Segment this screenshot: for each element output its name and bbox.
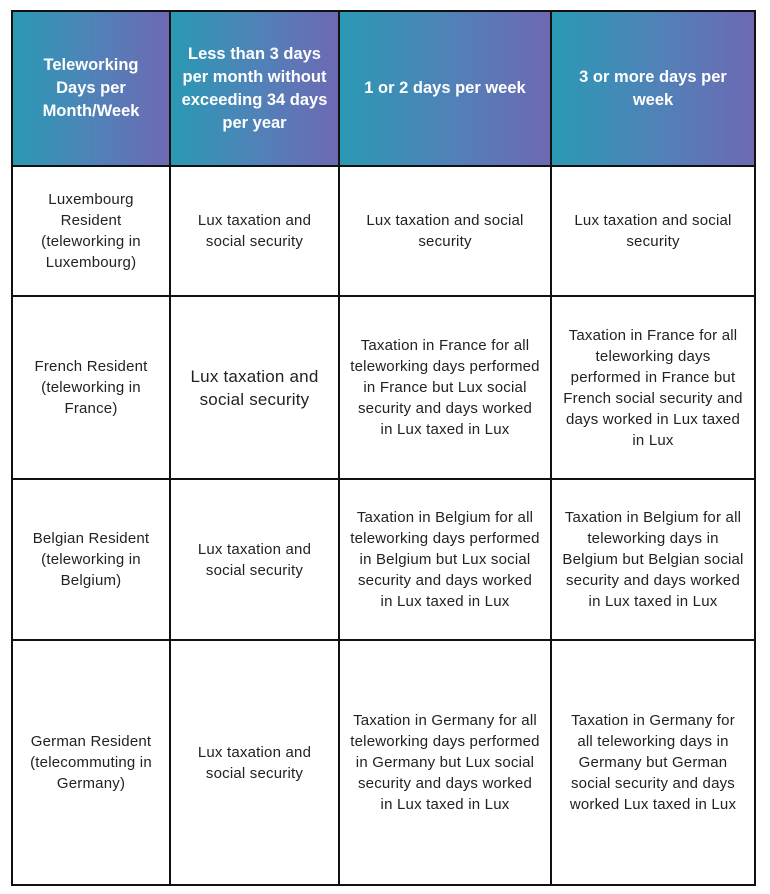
header-1-or-2-days: 1 or 2 days per week [339,11,551,166]
table-row [12,166,755,296]
header-less-than-3-days: Less than 3 days per month without exceeding 34 days per year [170,11,339,166]
teleworking-tax-table [11,10,756,886]
cell-germany-3-or-more: Taxation in Germany for all teleworking days in Germany but German social security and days worked Lux taxed in Lux [551,640,755,885]
cell-luxembourg-less-than-3: Lux taxation and social security [170,166,339,296]
header-row [12,11,755,166]
cell-belgium-3-or-more: Taxation in Belgium for all teleworking days in Belgium but Belgian social security and days worked in Lux taxed in Lux [551,479,755,640]
cell-belgium-less-than-3: Lux taxation and social security [170,479,339,640]
row-resident-germany: German Resident (telecommuting in Germany) [12,640,170,885]
cell-luxembourg-1-or-2: Lux taxation and social security [339,166,551,296]
cell-germany-1-or-2: Taxation in Germany for all teleworking days performed in Germany but Lux social security and days worked in Lux taxed in Lux [339,640,551,885]
cell-luxembourg-3-or-more: Lux taxation and social security [551,166,755,296]
table-body [12,166,755,885]
header-3-or-more-days: 3 or more days per week [551,11,755,166]
table-row [12,296,755,479]
cell-belgium-1-or-2: Taxation in Belgium for all teleworking days performed in Belgium but Lux social security and days worked in Lux taxed in Lux [339,479,551,640]
cell-france-less-than-3: Lux taxation and social security [170,296,339,479]
row-resident-france: French Resident (teleworking in France) [12,296,170,479]
table-header [12,11,755,166]
cell-france-1-or-2: Taxation in France for all teleworking days performed in France but Lux social security and days worked in Lux taxed in Lux [339,296,551,479]
cell-germany-less-than-3: Lux taxation and social security [170,640,339,885]
row-resident-luxembourg: Luxembourg Resident (teleworking in Luxembourg) [12,166,170,296]
cell-france-3-or-more: Taxation in France for all teleworking days performed in France but French social security and days worked in Lux taxed in Lux [551,296,755,479]
table-row [12,640,755,885]
teleworking-tax-table-container [11,10,754,886]
header-days-per-period: Teleworking Days per Month/Week [12,11,170,166]
row-resident-belgium: Belgian Resident (teleworking in Belgium) [12,479,170,640]
table-row [12,479,755,640]
